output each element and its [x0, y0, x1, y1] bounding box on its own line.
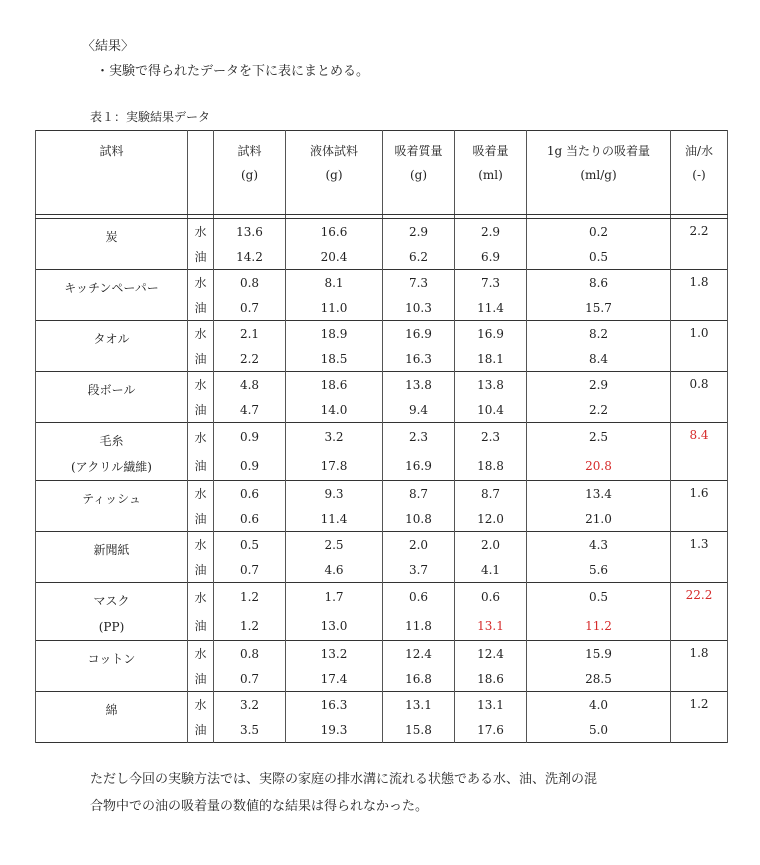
medium-label: 油 [188, 346, 214, 372]
medium-label: 水 [188, 583, 214, 612]
cell-absorbed-volume: 8.7 [455, 481, 527, 507]
cell-dry-mass: 0.9 [214, 423, 286, 452]
header-liquid-mass [286, 131, 383, 215]
cell-absorbed-mass: 16.9 [383, 452, 455, 481]
cell-absorbed-volume: 13.1 [455, 692, 527, 718]
cell-absorbed-mass: 13.1 [383, 692, 455, 718]
medium-label: 油 [188, 557, 214, 583]
cell-dry-mass: 2.1 [214, 321, 286, 347]
header-dry-mass-label: 試料 [237, 144, 262, 158]
cell-absorbed-volume: 2.3 [455, 423, 527, 452]
cell-absorbed-volume: 18.6 [455, 666, 527, 692]
cell-absorbed-volume: 13.8 [455, 372, 527, 398]
table-row [36, 270, 728, 296]
cell-liquid-mass: 20.4 [286, 244, 383, 270]
cell-liquid-mass: 1.7 [286, 583, 383, 612]
header-sample: 試料 [36, 131, 188, 215]
sample-name-line: ティッシュ [82, 492, 141, 506]
cell-absorbed-volume: 13.1 [455, 612, 527, 641]
cell-per-gram: 13.4 [527, 481, 671, 507]
cell-absorbed-volume: 17.6 [455, 717, 527, 743]
cell-absorbed-volume: 12.4 [455, 641, 527, 667]
header-ratio-label: 油/水 [684, 144, 714, 158]
header-absorbed-volume-label: 吸着量 [472, 144, 509, 158]
cell-ratio: 1.3 [671, 532, 728, 583]
cell-per-gram: 2.2 [527, 397, 671, 423]
cell-ratio: 1.8 [671, 641, 728, 692]
cell-per-gram: 0.2 [527, 219, 671, 245]
cell-liquid-mass: 18.5 [286, 346, 383, 372]
medium-label: 油 [188, 717, 214, 743]
sample-name-line: (アクリル繊維) [70, 460, 152, 474]
cell-absorbed-mass: 0.6 [383, 583, 455, 612]
results-body [36, 219, 728, 743]
cell-absorbed-volume: 11.4 [455, 295, 527, 321]
footer-line: 合物中での油の吸着量の数値的な結果は得られなかった。 [90, 799, 429, 814]
cell-liquid-mass: 13.2 [286, 641, 383, 667]
cell-ratio: 1.6 [671, 481, 728, 532]
cell-absorbed-volume: 6.9 [455, 244, 527, 270]
cell-per-gram: 21.0 [527, 506, 671, 532]
footer-line: ただし今回の実験方法では、実際の家庭の排水溝に流れる状態である水、油、洗剤の混 [90, 772, 598, 787]
cell-absorbed-mass: 2.3 [383, 423, 455, 452]
sample-name-line: 新聞紙 [93, 543, 130, 557]
header-ratio-unit: (-) [692, 168, 706, 182]
cell-dry-mass: 0.7 [214, 666, 286, 692]
sample-name [36, 641, 188, 692]
medium-label: 水 [188, 692, 214, 718]
cell-dry-mass: 3.2 [214, 692, 286, 718]
medium-label: 水 [188, 219, 214, 245]
header-medium [188, 131, 214, 215]
sample-name [36, 692, 188, 743]
cell-absorbed-mass: 8.7 [383, 481, 455, 507]
medium-label: 油 [188, 452, 214, 481]
results-table [35, 130, 728, 743]
sample-name-line: 炭 [105, 230, 118, 244]
cell-liquid-mass: 11.4 [286, 506, 383, 532]
cell-liquid-mass: 18.6 [286, 372, 383, 398]
cell-dry-mass: 2.2 [214, 346, 286, 372]
cell-liquid-mass: 2.5 [286, 532, 383, 558]
cell-absorbed-mass: 9.4 [383, 397, 455, 423]
table-row [36, 219, 728, 245]
cell-dry-mass: 0.7 [214, 557, 286, 583]
cell-absorbed-mass: 2.9 [383, 219, 455, 245]
header-absorbed-mass-label: 吸着質量 [394, 144, 443, 158]
cell-liquid-mass: 19.3 [286, 717, 383, 743]
cell-absorbed-mass: 10.8 [383, 506, 455, 532]
medium-label: 水 [188, 270, 214, 296]
cell-per-gram: 15.9 [527, 641, 671, 667]
header-absorbed-volume-unit: (ml) [478, 168, 503, 182]
cell-absorbed-volume: 10.4 [455, 397, 527, 423]
header-absorbed-volume [455, 131, 527, 215]
cell-dry-mass: 14.2 [214, 244, 286, 270]
cell-absorbed-volume: 18.8 [455, 452, 527, 481]
table-caption: 表１：実験結果データ [90, 110, 211, 124]
intro-text: ・実験で得られたデータを下に表にまとめる。 [96, 64, 370, 79]
medium-label: 油 [188, 666, 214, 692]
medium-label: 油 [188, 397, 214, 423]
cell-absorbed-volume: 12.0 [455, 506, 527, 532]
cell-per-gram: 5.0 [527, 717, 671, 743]
cell-per-gram: 15.7 [527, 295, 671, 321]
medium-label: 油 [188, 612, 214, 641]
cell-per-gram: 2.5 [527, 423, 671, 452]
medium-label: 油 [188, 244, 214, 270]
cell-liquid-mass: 8.1 [286, 270, 383, 296]
sample-name [36, 423, 188, 481]
header-absorbed-mass-unit: (g) [409, 168, 428, 182]
cell-absorbed-mass: 15.8 [383, 717, 455, 743]
cell-dry-mass: 3.5 [214, 717, 286, 743]
cell-per-gram: 28.5 [527, 666, 671, 692]
cell-dry-mass: 1.2 [214, 612, 286, 641]
sample-name [36, 270, 188, 321]
sample-name-line: コットン [87, 652, 136, 666]
cell-absorbed-mass: 11.8 [383, 612, 455, 641]
table-row [36, 481, 728, 507]
medium-label: 水 [188, 641, 214, 667]
cell-ratio: 2.2 [671, 219, 728, 270]
cell-per-gram: 8.2 [527, 321, 671, 347]
sample-name [36, 321, 188, 372]
table-row [36, 641, 728, 667]
header-per-gram [527, 131, 671, 215]
cell-liquid-mass: 11.0 [286, 295, 383, 321]
cell-liquid-mass: 17.4 [286, 666, 383, 692]
cell-absorbed-mass: 16.9 [383, 321, 455, 347]
table-row [36, 423, 728, 452]
cell-absorbed-volume: 16.9 [455, 321, 527, 347]
cell-per-gram: 4.0 [527, 692, 671, 718]
table-row [36, 372, 728, 398]
header-dry-mass [214, 131, 286, 215]
cell-dry-mass: 4.7 [214, 397, 286, 423]
cell-dry-mass: 13.6 [214, 219, 286, 245]
cell-absorbed-volume: 2.0 [455, 532, 527, 558]
cell-absorbed-mass: 10.3 [383, 295, 455, 321]
cell-absorbed-mass: 13.8 [383, 372, 455, 398]
cell-absorbed-volume: 2.9 [455, 219, 527, 245]
cell-liquid-mass: 18.9 [286, 321, 383, 347]
medium-label: 水 [188, 423, 214, 452]
medium-label: 油 [188, 295, 214, 321]
cell-ratio: 0.8 [671, 372, 728, 423]
table-row [36, 321, 728, 347]
cell-per-gram: 8.4 [527, 346, 671, 372]
cell-ratio: 8.4 [671, 423, 728, 481]
cell-dry-mass: 0.8 [214, 641, 286, 667]
cell-per-gram: 4.3 [527, 532, 671, 558]
cell-absorbed-mass: 16.3 [383, 346, 455, 372]
cell-liquid-mass: 17.8 [286, 452, 383, 481]
cell-absorbed-mass: 6.2 [383, 244, 455, 270]
sample-name-line: (PP) [98, 620, 125, 634]
sample-name [36, 219, 188, 270]
medium-label: 油 [188, 506, 214, 532]
sample-name-line: 段ボール [87, 383, 136, 397]
sample-name [36, 372, 188, 423]
cell-per-gram: 20.8 [527, 452, 671, 481]
header-row [36, 131, 728, 215]
cell-dry-mass: 4.8 [214, 372, 286, 398]
header-liquid-mass-unit: (g) [325, 168, 343, 182]
cell-per-gram: 2.9 [527, 372, 671, 398]
cell-absorbed-mass: 7.3 [383, 270, 455, 296]
cell-per-gram: 0.5 [527, 583, 671, 612]
medium-label: 水 [188, 481, 214, 507]
sample-name-line: タオル [93, 332, 130, 346]
cell-liquid-mass: 3.2 [286, 423, 383, 452]
cell-liquid-mass: 13.0 [286, 612, 383, 641]
sample-name-line: キッチンペーパー [64, 281, 159, 295]
header-dry-mass-unit: (g) [240, 168, 259, 182]
sample-name-line: 毛糸 [99, 434, 124, 448]
sample-name-line: マスク [93, 594, 130, 608]
footer-note [90, 766, 710, 820]
sample-name [36, 583, 188, 641]
cell-absorbed-volume: 7.3 [455, 270, 527, 296]
section-heading: 〈結果〉 [82, 39, 135, 54]
header-absorbed-mass [383, 131, 455, 215]
cell-dry-mass: 0.6 [214, 481, 286, 507]
cell-liquid-mass: 16.6 [286, 219, 383, 245]
sample-name [36, 481, 188, 532]
medium-label: 水 [188, 532, 214, 558]
cell-per-gram: 8.6 [527, 270, 671, 296]
cell-dry-mass: 0.7 [214, 295, 286, 321]
header-ratio [671, 131, 728, 215]
medium-label: 水 [188, 321, 214, 347]
cell-per-gram: 5.6 [527, 557, 671, 583]
header-per-gram-label: 1g 当たりの吸着量 [546, 144, 651, 158]
cell-ratio: 1.8 [671, 270, 728, 321]
cell-liquid-mass: 9.3 [286, 481, 383, 507]
table-row [36, 583, 728, 612]
cell-ratio: 22.2 [671, 583, 728, 641]
cell-dry-mass: 0.5 [214, 532, 286, 558]
cell-absorbed-volume: 0.6 [455, 583, 527, 612]
header-per-gram-unit: (ml/g) [580, 168, 617, 182]
header-liquid-mass-label: 液体試料 [309, 144, 358, 158]
cell-absorbed-volume: 4.1 [455, 557, 527, 583]
cell-absorbed-volume: 18.1 [455, 346, 527, 372]
cell-liquid-mass: 4.6 [286, 557, 383, 583]
table-row [36, 532, 728, 558]
cell-per-gram: 11.2 [527, 612, 671, 641]
cell-per-gram: 0.5 [527, 244, 671, 270]
cell-dry-mass: 0.9 [214, 452, 286, 481]
cell-absorbed-mass: 12.4 [383, 641, 455, 667]
cell-ratio: 1.0 [671, 321, 728, 372]
cell-absorbed-mass: 2.0 [383, 532, 455, 558]
cell-dry-mass: 0.8 [214, 270, 286, 296]
cell-dry-mass: 0.6 [214, 506, 286, 532]
cell-ratio: 1.2 [671, 692, 728, 743]
cell-liquid-mass: 14.0 [286, 397, 383, 423]
sample-name [36, 532, 188, 583]
cell-dry-mass: 1.2 [214, 583, 286, 612]
cell-liquid-mass: 16.3 [286, 692, 383, 718]
sample-name-line: 綿 [105, 703, 118, 717]
table-row [36, 692, 728, 718]
cell-absorbed-mass: 16.8 [383, 666, 455, 692]
cell-absorbed-mass: 3.7 [383, 557, 455, 583]
medium-label: 水 [188, 372, 214, 398]
